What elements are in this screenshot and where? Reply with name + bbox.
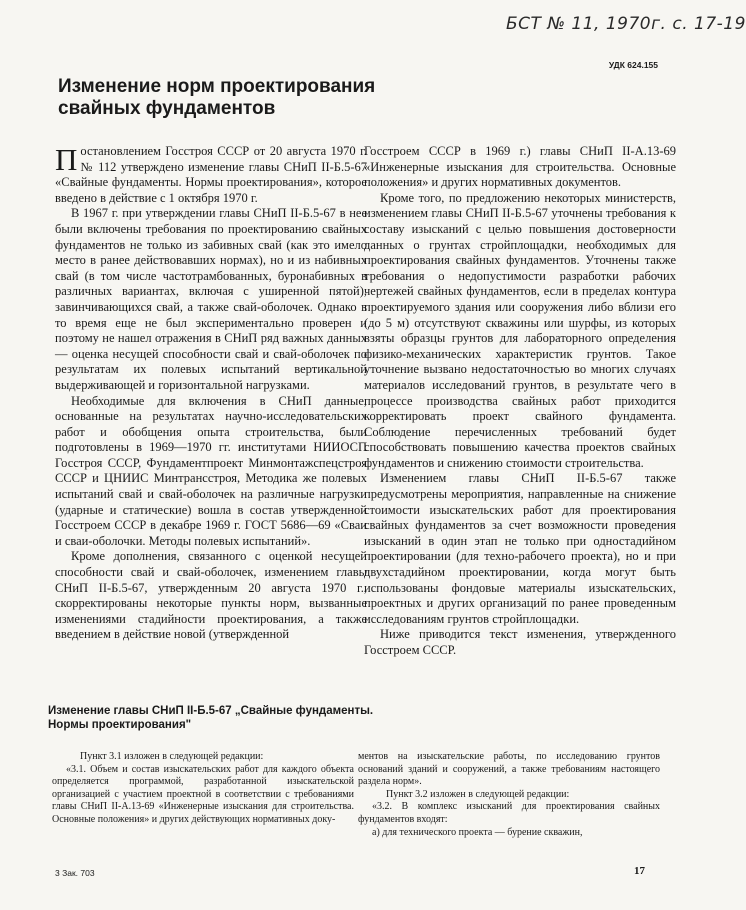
amendment-paragraph: «3.2. В комплекс изысканий для проектирования свайных фундаментов входят: [358,801,660,825]
article-paragraph: Кроме того, по предложению некоторых министерств, изменением главы СНиП II-Б.5-67 уточнены требования к составу изысканий с целью повышения достоверности данных о грунтах стройплощадки, необходимых для проектирования свайных фундаментов. Уточнены также требования о недопустимости разработки рабочих чертежей свайных фундаментов, если в пределах контура проектируемого здания или сооружения либо вблизи его (до 5 м) отсутствуют скважины или шурфы, из которых взяты образцы грунтов для лабораторного определения физико-механических характеристик грунтов. Такое уточнение вызвано недостаточностью во многих случаях материалов исследований грунтов, в результате чего в процессе производства свайных работ приходится корректировать проект свайного фундамента. Соблюдение перечисленных требований будет способствовать повышению качества проектов свайных фундаментов и снижению стоимости строительства. [364,190,676,470]
article-paragraph: Необходимые для включения в СНиП данные, основанные на результатах научно-исследовательских работ и обобщения опыта строительства, были подготовлены в 1969—1970 гг. институтами НИИОСП Госстроя СССР, Фундаментпроект Минмонтажспецстроя СССР и ЦНИИС Минтрансстроя, Методика же полевых испытаний свай и свай-оболочек на различные нагрузки (ударные и статические) вошла в состав утвержденной Госстроем СССР в декабре 1969 г. ГОСТ 5686—69 «Сваи и сваи-оболочки. Методы полевых испытаний». [55,393,367,548]
amendment-paragraph: Пункт 3.2 изложен в следующей редакции: [386,788,570,800]
article-title-line-2: свайных фундаментов [58,98,276,119]
article-title-line-1: Изменение норм проектирования [58,76,376,97]
amendment-title [48,704,668,732]
drop-cap: П [55,142,78,177]
amendment-paragraph: Пункт 3.1 изложен в следующей редакции: [80,751,264,762]
article-paragraph [55,144,367,206]
article-paragraph: В 1967 г. при утверждении главы СНиП II-Б.5-67 в нее были включены требования по проектированию свайных фундаментов не только из забивных свай (как это имело место в ранее действовавших нормах), но и из набивных свай (в том числе частотрамбованных, буронабивных в различных вариантах, включая с уширенной пятой), завинчивающихся свай, а также свай-оболочек. Однако в то время еще не был экспериментально проверен и поэтому не нашел отражения в СНиП ряд важных данных — оценка несущей способности свай и свай-оболочек по результатам их полевых испытаний вертикальной выдерживающей и горизонтальной нагрузками. [55,206,367,392]
article-left-column [55,144,367,643]
amendment-right-column [358,751,660,839]
udk-code: УДК 624.155 [608,60,658,70]
page-number: 17 [634,865,645,877]
amendment-paragraph-continued: ментов на изыскательские работы, по исследованию грунтов оснований зданий и сооружений, а также требованиям настоящего раздела норм». [358,751,660,788]
article-paragraph-continued: Госстроем СССР в 1969 г.) главы СНиП II-А.13-69 «Инженерные изыскания для строительства. Основные положения» и других нормативных документов. [364,144,676,190]
article-paragraph: Кроме дополнения, связанного с оценкой несущей способности свай и свай-оболочек, изменением главы СНиП II-Б.5-67, утвержденным 20 августа 1970 г., скорректированы некоторые пункты норм, вызванные изменениями стадийности проектирования, а также введением в действие новой (утвержденной [55,549,367,642]
amendment-paragraph: «3.1. Объем и состав изыскательских работ для каждого объекта определяется программой, разработанной изыскательской организацией с участием проектной в соответствии с требованиями главы СНиП II-А.13-69 «Инженерные изыскания для строительства. Основные положения» и других действующих нормативных доку- [52,763,354,825]
article-paragraph-text: остановлением Госстроя СССР от 20 августа 1970 г. № 112 утверждено изменение главы СНиП II-Б.5-67 «Свайные фундаменты. Нормы проектирования», которое введено в действие с 1 октября 1970 г. [55,144,367,205]
article-paragraph: Изменением главы СНиП II-Б.5-67 также предусмотрены мероприятия, направленные на снижение стоимости изыскательских работ для проектирования свайных фундаментов за счет возможности проведения изысканий в один этап не только при одностадийном проектировании (для техно-рабочего проекта), но и при двухстадийном проектировании, когда могут быть использованы фондовые материалы изыскательских, проектных и других организаций по ранее проведенным исследованиям грунтов стройплощадки. [364,471,676,626]
amendment-paragraph: а) для технического проекта — бурение скважин, [372,826,583,838]
article-title [58,76,498,120]
print-order-note: 3 Зак. 703 [55,868,95,878]
handwritten-archive-note: БСТ № 11, 1970г. с. 17-19 [506,14,746,34]
amendment-title-line-1: Изменение главы СНиП II-Б.5-67 „Свайные фундаменты. [48,705,374,717]
article-right-column [364,144,676,659]
article-paragraph: Ниже приводится текст изменения, утвержденного Госстроем СССР. [364,627,676,657]
amendment-left-column [52,751,354,827]
amendment-title-line-2: Нормы проектирования" [48,719,192,731]
